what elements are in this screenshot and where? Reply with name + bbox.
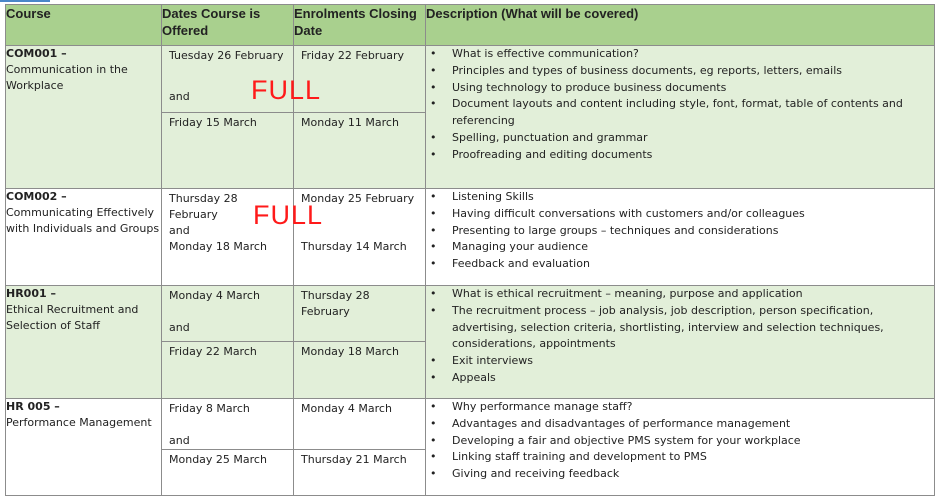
description-cell [426, 399, 935, 496]
course-title: Communication in the Workplace [6, 63, 128, 92]
list-item: • Advantages and disadvantages of performance management [426, 416, 934, 433]
header-dates: Dates Course is Offered [162, 5, 294, 46]
list-item: • Presenting to large groups – techniques and considerations [426, 223, 934, 240]
course-cell [6, 189, 162, 286]
list-item: • Managing your audience [426, 239, 934, 256]
closing-cell [294, 399, 426, 496]
offered-date-2: Friday 15 March [169, 116, 257, 129]
table-row [6, 286, 935, 399]
dates-cell [162, 399, 294, 496]
list-item: • Spelling, punctuation and grammar [426, 130, 934, 147]
course-title: Communicating Effectively with Individuals and Groups [6, 206, 160, 235]
top-accent-line [0, 0, 50, 2]
list-item: • Why performance manage staff? [426, 399, 934, 416]
offered-date-1: Tuesday 26 February [169, 49, 284, 62]
list-item: • Principles and types of business documents, eg reports, letters, emails [426, 63, 934, 80]
closing-date-2: Monday 18 March [301, 345, 399, 358]
list-item: • Feedback and evaluation [426, 256, 934, 273]
and-label: and [169, 90, 190, 103]
course-cell [6, 46, 162, 189]
and-label: and [169, 321, 190, 334]
header-row [6, 5, 935, 46]
closing-date-1: Thursday 28 February [301, 289, 370, 318]
list-item: • Appeals [426, 370, 934, 387]
course-code: HR001 – [6, 287, 56, 300]
course-code: COM002 – [6, 190, 67, 203]
offered-date-2: Friday 22 March [169, 345, 257, 358]
closing-cell [294, 286, 426, 399]
dates-cell [162, 189, 294, 286]
closing-cell [294, 189, 426, 286]
closing-date-1: Friday 22 February [301, 49, 405, 62]
closing-cell [294, 46, 426, 189]
header-course: Course [6, 5, 162, 46]
course-title: Performance Management [6, 416, 152, 429]
closing-date-2: Monday 11 March [301, 116, 399, 129]
list-item: • Using technology to produce business documents [426, 80, 934, 97]
offered-date-1: Friday 8 March [169, 402, 250, 415]
table-row [6, 399, 935, 496]
full-status-label: FULL [253, 200, 324, 230]
offered-date-2: Monday 18 March [169, 240, 267, 253]
dates-cell [162, 46, 294, 189]
and-label: and [169, 434, 190, 447]
list-item: • Exit interviews [426, 353, 934, 370]
full-status-label: FULL [251, 75, 322, 105]
description-cell [426, 286, 935, 399]
list-item: • Document layouts and content including style, font, format, table of contents and referencing [426, 96, 934, 130]
course-cell [6, 286, 162, 399]
closing-date-1: Monday 25 February [301, 192, 415, 205]
list-item: • Giving and receiving feedback [426, 466, 934, 483]
description-cell [426, 46, 935, 189]
description-cell [426, 189, 935, 286]
list-item: • The recruitment process – job analysis, job description, person specification, advertising, selection criteria, shortlisting, interview and selection techniques, considerations, appointments [426, 303, 934, 353]
closing-date-1: Monday 4 March [301, 402, 392, 415]
course-schedule-table [5, 4, 935, 496]
closing-date-2: Thursday 21 March [301, 453, 407, 466]
offered-date-2: Monday 25 March [169, 453, 267, 466]
course-code: COM001 – [6, 47, 67, 60]
course-code: HR 005 – [6, 400, 60, 413]
table-row [6, 46, 935, 189]
list-item: • Proofreading and editing documents [426, 147, 934, 164]
list-item: • Listening Skills [426, 189, 934, 206]
list-item: • What is ethical recruitment – meaning, purpose and application [426, 286, 934, 303]
offered-date-1: Thursday 28 February [169, 192, 238, 221]
offered-date-1: Monday 4 March [169, 289, 260, 302]
and-label: and [169, 224, 190, 237]
table-row [6, 189, 935, 286]
course-cell [6, 399, 162, 496]
list-item: • What is effective communication? [426, 46, 934, 63]
header-closing-date: Enrolments Closing Date [294, 5, 426, 46]
dates-cell [162, 286, 294, 399]
list-item: • Linking staff training and development to PMS [426, 449, 934, 466]
header-description: Description (What will be covered) [426, 5, 935, 46]
list-item: • Having difficult conversations with customers and/or colleagues [426, 206, 934, 223]
course-title: Ethical Recruitment and Selection of Staff [6, 303, 139, 332]
closing-date-2: Thursday 14 March [301, 240, 407, 253]
list-item: • Developing a fair and objective PMS system for your workplace [426, 433, 934, 450]
